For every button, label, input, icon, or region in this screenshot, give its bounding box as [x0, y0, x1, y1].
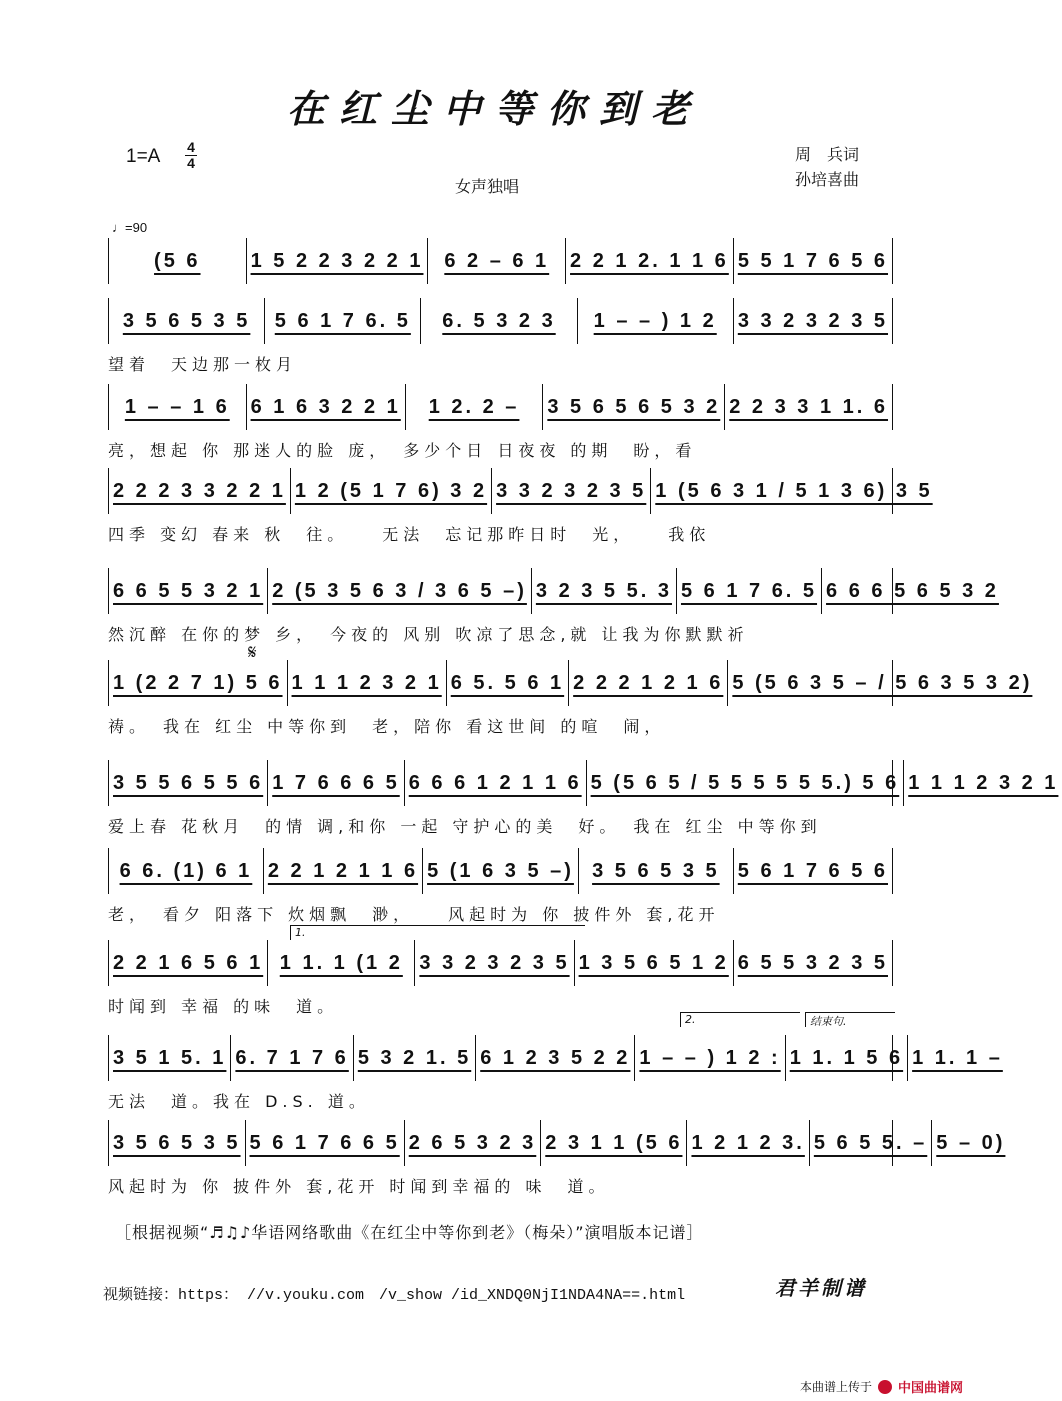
- score-system: [108, 660, 1033, 738]
- measure: [492, 468, 651, 514]
- measure-notes: 3 5 6 5 3 5: [113, 1131, 241, 1154]
- measure: [734, 940, 892, 986]
- measure-notes: 3 5 5 6 5 5 6: [113, 771, 264, 794]
- measure-notes: 5 3 2 1. 5: [357, 1046, 472, 1069]
- measure: [247, 384, 406, 430]
- measure-notes: 2 2 1 6 5 6 1: [113, 951, 264, 974]
- measure: [109, 1035, 231, 1081]
- measure: [421, 298, 577, 344]
- measure-notes: 1 1 1 2 3 2 1: [908, 771, 1059, 794]
- measure-notes: 1 – – ) 1 2: [593, 309, 717, 332]
- notes-staff: [108, 468, 933, 514]
- measure-notes: 5 5 1 7 6 5 6: [737, 249, 889, 272]
- score-system: [108, 298, 893, 376]
- measure-notes: 2 3 1 1 (5 6: [545, 1131, 683, 1154]
- measure-notes: 1 (2 2 7 1) 5 6: [113, 671, 283, 694]
- notes-staff: [108, 238, 893, 284]
- measure: [447, 660, 569, 706]
- score-system: [108, 1120, 1006, 1198]
- measure-notes: 5 6 1 7 6. 5: [680, 579, 818, 602]
- lyrics-line: 四季 变幻 春来 秋 往。 无法 忘记那昨日时 光， 我依: [108, 525, 711, 544]
- volta-2-label: 2.: [685, 1013, 696, 1026]
- measure: [405, 760, 587, 806]
- measure-notes: 1 2. 2 –: [428, 395, 520, 418]
- measure-notes: 6 6. (1) 6 1: [119, 859, 253, 882]
- notes-staff: [108, 568, 999, 614]
- measure: [109, 568, 268, 614]
- notes-staff: [108, 298, 893, 344]
- measure-notes: 1 3 5 6 5 1 2: [578, 951, 729, 974]
- volta-1-label: 1.: [295, 926, 306, 939]
- notes-staff: [108, 1035, 1003, 1081]
- measure: [406, 384, 544, 430]
- measure-notes: 5 – 0): [936, 1131, 1006, 1154]
- measure: [904, 760, 1062, 806]
- volta-1-bracket: [290, 925, 585, 940]
- measure: [109, 848, 264, 894]
- measure: [908, 1035, 1007, 1081]
- measure-notes: 1 5 2 2 3 2 2 1: [250, 249, 424, 272]
- lyrics-line: 老， 看夕 阳落下 炊烟飘 渺， 风起时为 你 披件外 套,花开: [108, 905, 720, 924]
- measure: [578, 298, 734, 344]
- video-link: 视频链接：https： //v.youku.com /v_show /id_XNDQ0NjI1NDA4NA==.html: [103, 1287, 686, 1304]
- measure: [786, 1035, 908, 1081]
- measure-notes: 2 2 1 2 1 1 6: [267, 859, 419, 882]
- measure-notes: 3 3 2 3 2 3 5: [496, 479, 647, 502]
- lyrics-line: 风起时为 你 披件外 套,花开 时闻到幸福的 味 道。: [108, 1177, 610, 1196]
- measure-notes: 1 – – 1 6: [124, 395, 230, 418]
- measure-notes: 6 5 5 3 2 3 5: [737, 951, 888, 974]
- measure: [541, 1120, 687, 1166]
- measure: [575, 940, 734, 986]
- site-logo-icon: [878, 1380, 892, 1394]
- measure-notes: 6 1 6 3 2 2 1: [250, 395, 401, 418]
- measure-notes: 3 5 1 5. 1: [113, 1046, 227, 1069]
- measure: [109, 1120, 246, 1166]
- measure-notes: 2 2 2 1 2 1 6: [573, 671, 724, 694]
- measure-notes: 6. 5 3 2 3: [442, 309, 556, 332]
- measure: [476, 1035, 635, 1081]
- measure-notes: 5 6 1 7 6. 5: [274, 309, 411, 332]
- measure-notes: (5 6: [154, 249, 201, 272]
- notes-staff: [108, 384, 893, 430]
- measure: [354, 1035, 476, 1081]
- score-system: [108, 760, 1059, 838]
- measure: [734, 298, 892, 344]
- measure-notes: 1 1. 1 5 6: [789, 1046, 904, 1069]
- measure: [405, 1120, 542, 1166]
- song-title: 在红尘中等你到老: [286, 86, 703, 131]
- measure-notes: 3 5 6 5 3 5: [122, 309, 251, 332]
- upload-text: 本曲谱上传于: [800, 1380, 873, 1394]
- measure-notes: 5 6 1 7 6 5 6: [737, 859, 888, 882]
- score-system: [108, 568, 999, 646]
- measure-notes: 5 6 1 7 6 6 5: [249, 1131, 400, 1154]
- measure: [728, 660, 1036, 706]
- measure-notes: 5 (5 6 3 5 – / 5 6 3 5 3 2): [732, 671, 1033, 694]
- measure-notes: 1 1 1 2 3 2 1: [291, 671, 442, 694]
- measure-notes: 2 2 3 3 1 1. 6: [729, 395, 889, 418]
- measure-notes: 1 (5 6 3 1 / 5 1 3 6) 3 5: [655, 479, 933, 502]
- measure-notes: 6 6 6 1 2 1 1 6: [408, 771, 582, 794]
- measure-notes: 1 7 6 6 6 5: [272, 771, 400, 794]
- score-system: [108, 468, 933, 546]
- measure: [268, 760, 405, 806]
- measure: [291, 468, 492, 514]
- measure: [725, 384, 892, 430]
- measure: [268, 568, 532, 614]
- measure: [579, 848, 734, 894]
- voice-type: 女声独唱: [455, 177, 520, 196]
- source-note: ［根据视频“♬♫♪华语网络歌曲《在红尘中等你到老》（梅朵）”演唱版本记谱］: [115, 1223, 704, 1242]
- lyrics-line: 时闻到 幸福 的味 道。: [108, 997, 339, 1016]
- measure: [734, 238, 892, 284]
- measure-notes: 3 5 6 5 3 5: [592, 859, 720, 882]
- measure-notes: 6 5. 5 6 1: [450, 671, 565, 694]
- lyricist: 周 兵词: [795, 145, 860, 164]
- measure: [423, 848, 579, 894]
- measure: [247, 238, 429, 284]
- measure: [109, 760, 268, 806]
- measure: [246, 1120, 405, 1166]
- time-signature-top: 4: [187, 139, 195, 155]
- ending-label: 结束句.: [810, 1015, 847, 1028]
- measure: [566, 238, 734, 284]
- measure-notes: 2 2 2 3 3 2 2 1: [113, 479, 286, 502]
- key-signature: 1=A: [126, 146, 161, 167]
- measure-notes: 2 2 1 2. 1 1 6: [570, 249, 729, 272]
- measure: [288, 660, 447, 706]
- measure-notes: 1 2 1 2 3.: [691, 1131, 805, 1154]
- notes-staff: [108, 660, 1033, 706]
- lyrics-line: 无法 道。我在 D.S. 道。: [108, 1092, 370, 1111]
- measure: [677, 568, 822, 614]
- measure-notes: 3 5 6 5 6 5 3 2: [547, 395, 721, 418]
- measure: [265, 298, 421, 344]
- lyrics-line: 爱上春 花秋月 的情 调,和你 一起 守护心的美 好。 我在 红尘 中等你到: [108, 817, 822, 836]
- measure-notes: 1 – – ) 1 2 :: [639, 1046, 781, 1069]
- measure: [109, 468, 291, 514]
- measure: [109, 238, 247, 284]
- measure-notes: 6 6 5 5 3 2 1: [113, 579, 264, 602]
- measure: [569, 660, 728, 706]
- measure-notes: 6 2 – 6 1: [444, 249, 550, 272]
- measure: [651, 468, 936, 514]
- measure: [810, 1120, 932, 1166]
- measure-notes: 5 (5 6 5 / 5 5 5 5 5 5.) 5 6: [590, 771, 900, 794]
- segno-sign: 𝄋: [248, 640, 257, 664]
- composer: 孙培喜曲: [795, 170, 860, 189]
- lyrics-line: 然沉醉 在你的梦 乡， 今夜的 风别 吹凉了思念,就 让我为你默默祈: [108, 625, 749, 644]
- credits: [795, 142, 859, 192]
- tempo-marking: ♩=90: [112, 220, 148, 235]
- measure-notes: 3 3 2 3 2 3 5: [419, 951, 570, 974]
- measure-notes: 6 1 2 3 5 2 2: [480, 1046, 631, 1069]
- measure: [587, 760, 905, 806]
- measure-notes: 1 1. 1 (1 2: [279, 951, 403, 974]
- lyrics-line: 祷。 我在 红尘 中等你到 老，陪你 看这世间 的喧 闹，: [108, 717, 666, 736]
- lyrics-line: 望着 天边那一枚月: [108, 355, 298, 374]
- measure: [109, 660, 288, 706]
- notes-staff: [108, 760, 1059, 806]
- measure-notes: 1 2 (5 1 7 6) 3 2: [294, 479, 488, 502]
- score-system: [108, 384, 893, 462]
- measure: [635, 1035, 785, 1081]
- arranger-stamp: 君羊制谱: [775, 1276, 867, 1300]
- measure-notes: 1 1. 1 –: [912, 1046, 1003, 1069]
- score-system: [108, 1035, 1003, 1113]
- lyrics-line: 亮，想起 你 那迷人的脸 庞， 多少个日 日夜夜 的期 盼，看: [108, 441, 697, 460]
- upload-site: 中国曲谱网: [898, 1381, 964, 1396]
- notes-staff: [108, 1120, 1006, 1166]
- measure-notes: 2 (5 3 5 6 3 / 3 6 5 –): [272, 579, 527, 602]
- score-system: [108, 940, 893, 1018]
- measure: [822, 568, 1003, 614]
- measure: [687, 1120, 809, 1166]
- measure: [532, 568, 677, 614]
- measure: [543, 384, 725, 430]
- measure: [109, 298, 265, 344]
- measure-notes: 6 6 6 5 6 5 3 2: [826, 579, 999, 602]
- measure: [268, 940, 415, 986]
- score-system: [108, 848, 893, 926]
- measure: [264, 848, 423, 894]
- measure: [109, 384, 247, 430]
- measure: [109, 940, 268, 986]
- measure: [231, 1035, 353, 1081]
- measure: [734, 848, 892, 894]
- measure-notes: 3 2 3 5 5. 3: [535, 579, 672, 602]
- measure: [428, 238, 566, 284]
- notes-staff: [108, 940, 893, 986]
- measure-notes: 2 6 5 3 2 3: [408, 1131, 537, 1154]
- ending-bracket: [805, 1012, 895, 1027]
- measure-notes: 5 6 5 5. –: [813, 1131, 928, 1154]
- measure-notes: 3 3 2 3 2 3 5: [737, 309, 889, 332]
- notes-staff: [108, 848, 893, 894]
- measure-notes: 5 (1 6 3 5 –): [427, 859, 574, 882]
- measure: [932, 1120, 1009, 1166]
- volta-2-bracket: [680, 1012, 800, 1027]
- measure-notes: 6. 7 1 7 6: [235, 1046, 349, 1069]
- time-signature: [184, 140, 198, 171]
- measure: [415, 940, 574, 986]
- upload-credit: [800, 1377, 963, 1396]
- time-signature-bottom: 4: [187, 155, 195, 171]
